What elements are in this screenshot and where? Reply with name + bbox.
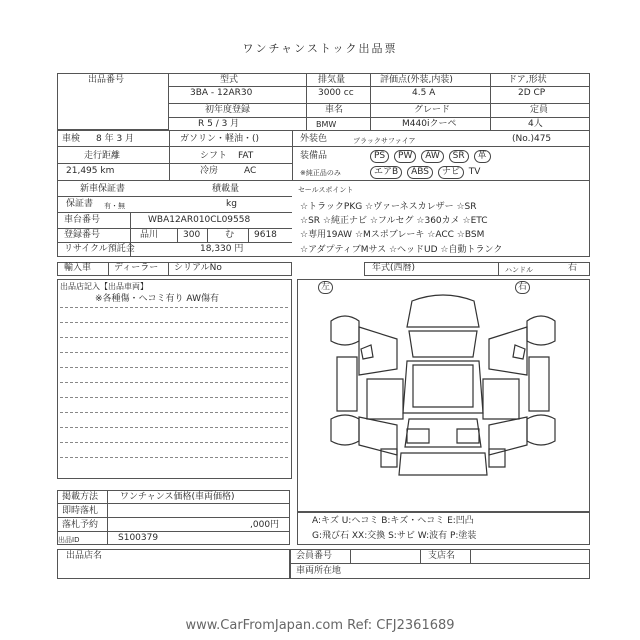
equipment-row1 (370, 150, 493, 163)
selling-point-line-3: ☆専用19AW ☆Mスポブレーキ ☆ACC ☆BSM (300, 230, 485, 240)
instant-label: 即時落札 (62, 506, 99, 516)
watermark-footer: www.CarFromJapan.com Ref: CFJ2361689 (185, 618, 455, 633)
serial-label: シリアルNo (174, 263, 222, 273)
equipment-note: ※純正品のみ (300, 169, 341, 177)
color-label: 外装色 (300, 134, 328, 144)
selling-point-line-1: ☆トラックPKG ☆ヴァーネスカレザー ☆SR (300, 202, 477, 212)
shift-value: FAT (238, 151, 254, 161)
vin-label: 車台番号 (64, 215, 101, 225)
color-no: (No.)475 (512, 134, 552, 144)
grade-score-value: 4.5 A (412, 88, 436, 98)
plate-kana: む (225, 230, 235, 240)
selling-point-line-2: ☆SR ☆純正ナビ ☆フルセグ ☆360カメ ☆ETC (300, 216, 488, 226)
mileage-value: 21,495 km (66, 166, 115, 176)
legend-row-1: A:キズ U:ヘコミ B:キズ・ヘコミ E:凹凸 (312, 516, 474, 526)
maker-value: BMW (316, 120, 337, 129)
equip-pw: PW (394, 150, 416, 163)
recycle-value: 18,330 円 (200, 244, 244, 254)
page-title: ワンチャンストック出品票 (242, 42, 398, 55)
displacement-value: 3000 cc (318, 88, 354, 98)
recycle-label: リサイクル預託金 (64, 244, 135, 254)
equip-airbag: エアB (370, 166, 402, 179)
capacity-value: 4人 (528, 119, 543, 129)
store-label: 出品店名 (66, 551, 103, 561)
doors-label: ドア,形状 (508, 75, 547, 85)
maker-label: 車名 (325, 105, 344, 115)
member-label: 会員番号 (296, 551, 333, 561)
equip-aw: AW (421, 150, 444, 163)
ac-label: 冷房 (200, 166, 219, 176)
grade-score-label: 評価点(外装,内装) (380, 75, 453, 85)
method-value: ワンチャンス価格(車両価格) (120, 492, 235, 502)
reserve-value: ,000円 (250, 520, 280, 530)
grade-value: M440iクーペ (402, 119, 457, 129)
grade-label: グレード (414, 105, 451, 115)
method-label: 掲載方法 (62, 492, 99, 502)
loadcap-unit: kg (226, 199, 237, 209)
handle-label: ハンドル (505, 266, 533, 274)
manual-sub: 保証書 (66, 199, 94, 209)
plate-area: 品川 (140, 230, 159, 240)
first-reg-value: R 5 / 3 月 (198, 119, 240, 129)
ac-value: AC (244, 166, 257, 176)
lot-label: 出品番号 (88, 75, 125, 85)
branch-label: 支店名 (428, 551, 456, 561)
equip-abs: ABS (407, 166, 433, 179)
inspection-value: 8 年 3 月 (96, 134, 135, 144)
fuel-value: ガソリン・軽油・() (180, 134, 260, 144)
displacement-label: 排気量 (318, 75, 346, 85)
equip-sr: SR (449, 150, 469, 163)
equip-navi: ナビ (438, 166, 464, 179)
plate-class: 300 (183, 230, 201, 240)
inspection-label: 車検 (62, 134, 81, 144)
diagram-left-marker: 左 (318, 281, 333, 294)
color-value: ブラックサファイア (353, 137, 416, 145)
car-outline-diagram (297, 279, 590, 512)
location-label: 車両所在地 (296, 566, 342, 576)
doors-value: 2D CP (518, 88, 546, 98)
plate-label: 登録番号 (64, 230, 101, 240)
selling-point-line-4: ☆アダプティブMサス ☆ヘッドUD ☆自動トランク (300, 245, 503, 255)
notes-label: 出品店記入【出品車両】 (60, 282, 148, 291)
equipment-row2 (370, 166, 480, 179)
capacity-label: 定員 (530, 105, 549, 115)
import-label: 輸入車 (64, 263, 92, 273)
model-label: 型式 (220, 75, 239, 85)
plate-number: 9618 (254, 230, 277, 240)
dealer-label: ディーラー (114, 263, 159, 273)
first-reg-label: 初年度登録 (205, 105, 251, 115)
year-label: 年式(西暦) (372, 263, 416, 273)
loadcap-label: 積載量 (212, 184, 240, 194)
equipment-label: 装備品 (300, 151, 328, 161)
handle-value: 右 (568, 263, 578, 273)
shift-label: シフト (200, 151, 228, 161)
listing-id-label: 出品ID (58, 536, 80, 544)
equip-ps: PS (370, 150, 389, 163)
model-value: 3BA - 12AR30 (190, 88, 253, 98)
listing-id-value: S100379 (118, 533, 159, 543)
legend-row-2: G:飛び石 XX:交換 S:サビ W:波有 P:塗装 (312, 531, 477, 541)
vin-value: WBA12AR010CL09558 (148, 215, 251, 225)
diagram-right-marker: 右 (515, 281, 530, 294)
notes-text: ※各種傷・ヘコミ有り AW傷有 (95, 294, 219, 304)
manual-options: 有・無 (104, 202, 125, 210)
manual-label: 新車保証書 (80, 184, 126, 194)
reserve-label: 落札予約 (62, 520, 99, 530)
equip-leather: 革 (474, 150, 491, 163)
equip-tv: TV (468, 167, 481, 177)
selling-points-label: セールスポイント (298, 186, 354, 194)
mileage-label: 走行距離 (84, 151, 121, 161)
